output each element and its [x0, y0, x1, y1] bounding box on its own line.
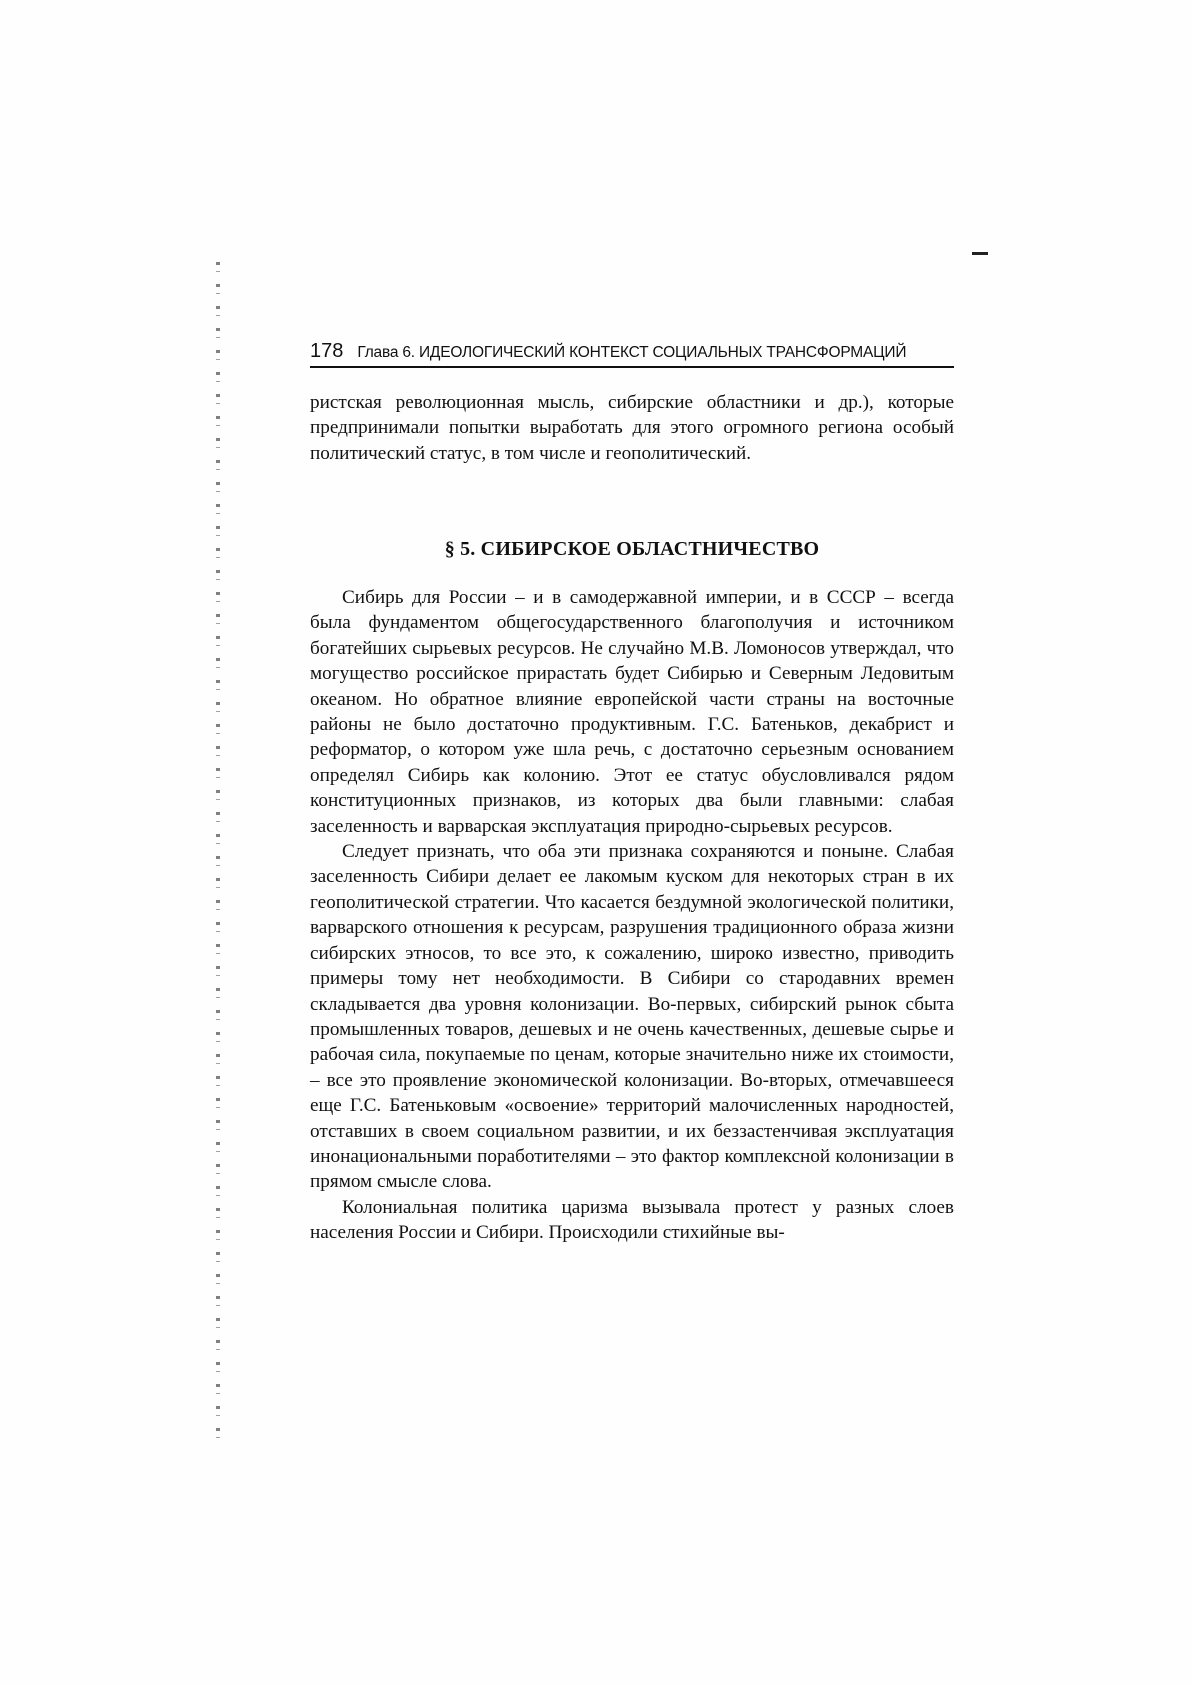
section-heading: § 5. СИБИРСКОЕ ОБЛАСТНИЧЕСТВО — [444, 538, 820, 560]
page-number: 178 — [310, 340, 344, 362]
paragraph: Колониальная политика царизма вызывала протест у разных слоев населения России и Сибири. Происходили стихийные вы- — [310, 1196, 954, 1244]
scan-artifact-mark — [972, 252, 988, 255]
chapter-title: Глава 6. ИДЕОЛОГИЧЕСКИЙ КОНТЕКСТ СОЦИАЛЬНЫХ ТРАНСФОРМАЦИЙ — [357, 344, 907, 361]
paragraph: Следует признать, что оба эти признака сохраняются и поныне. Слабая заселенность Сибири делает ее лакомым куском для некоторых стран в их геополитической стратегии. Что касается бездумной экологической политики, варварского отношения к ресурсам, разрушения традиционного образа жизни сибирских этносов, то все это, к сожалению, широко известно, приводить примеры тому нет необходимости. В Сибири со стародавних времен складывается два уровня колонизации. Во-первых, сибирский рынок сбыта промышленных товаров, дешевых и не очень качественных, дешевые сырье и рабочая сила, покупаемые по ценам, которые значительно ниже их стоимости, – все это проявление экономической колонизации. Во-вторых, отмечавшееся еще Г.С. Батеньковым «освоение» территорий малочисленных народностей, отставших в своем социальном развитии, и их беззастенчивая эксплуатация инонациональными поработителями – это фактор комплексной колонизации в прямом смысле слова. — [310, 841, 954, 1193]
section-body — [310, 585, 954, 1246]
continuation-text — [310, 390, 954, 466]
scan-binding-edge — [216, 262, 220, 1442]
paragraph: Сибирь для России – и в самодержавной империи, и в СССР – всегда была фундаментом общегосударственного благополучия и источником богатейших сырьевых ресурсов. Не случайно М.В. Ломоносов утверждал, что могущество российское прирастать будет Сибирью и Северным Ледовитым океаном. Но обратное влияние европейской части страны на восточные районы не было достаточно продуктивным. Г.С. Батеньков, декабрист и реформатор, о котором уже шла речь, с достаточно серьезным основанием определял Сибирь как колонию. Этот ее статус обусловливался рядом конституционных признаков, из которых два были главными: слабая заселенность и варварская эксплуатация природно-сырьевых ресурсов. — [310, 587, 954, 837]
continuation-paragraph: ристская революционная мысль, сибирские областники и др.), которые предпринимали попытки выработать для этого огромного региона особый политический статус, в том числе и геополитический. — [310, 392, 954, 464]
running-head — [310, 340, 954, 368]
